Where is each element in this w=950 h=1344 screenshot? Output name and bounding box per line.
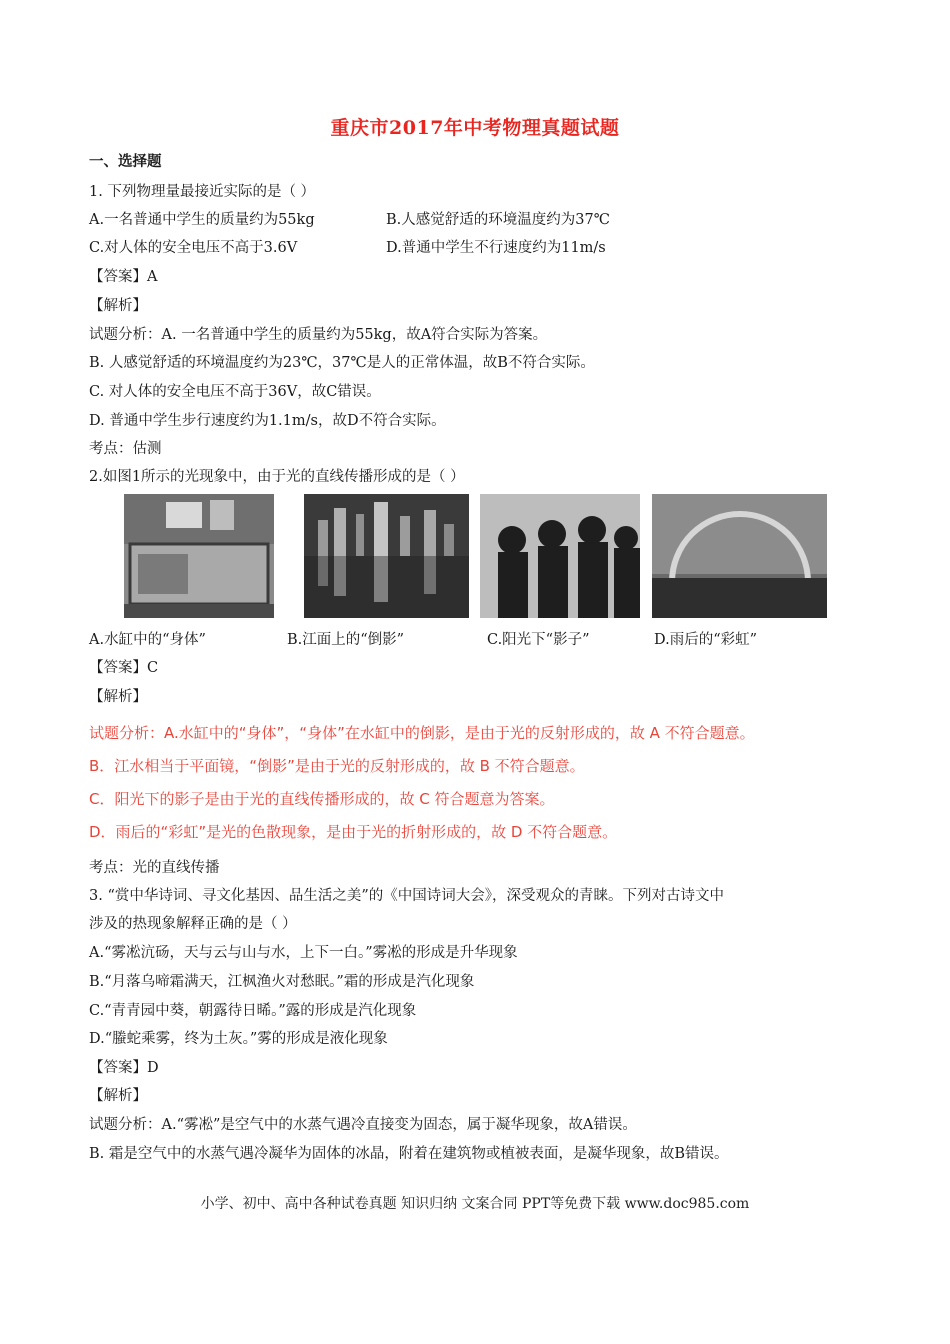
q2-option-a: A.水缸中的“身体” xyxy=(89,632,206,648)
q3-stem-line-2: 涉及的热现象解释正确的是（ ） xyxy=(89,916,297,932)
page-title: 重庆市2017年中考物理真题试题 xyxy=(330,117,620,139)
q1-analysis-c: C. 对人体的安全电压不高于36V，故C错误。 xyxy=(89,384,381,400)
q3-option-a: A.“雾凇沆砀，天与云与山与水，上下一白。”雾凇的形成是升华现象 xyxy=(89,945,518,961)
photo-rainbow xyxy=(652,494,827,618)
q3-option-b: B.“月落乌啼霜满天，江枫渔火对愁眠。”霜的形成是汽化现象 xyxy=(89,974,475,990)
q3-analysis-b: B. 霜是空气中的水蒸气遇冷凝华为固体的冰晶，附着在建筑物或植被表面，是凝华现象，故B错误。 xyxy=(89,1146,729,1162)
figure-1-photos xyxy=(124,494,827,618)
photo-fish-tank xyxy=(124,494,274,618)
q2-option-b: B.江面上的“倒影” xyxy=(287,632,405,648)
q2-option-c: C.阳光下“影子” xyxy=(487,632,590,648)
q3-stem-line-1: 3. “赏中华诗词、寻文化基因、品生活之美”的《中国诗词大会》，深受观众的青睐。下列对古诗文中 xyxy=(89,888,725,904)
q1-point: 考点：估测 xyxy=(89,441,162,457)
q2-analysis-label: 【解析】 xyxy=(89,689,147,705)
q3-option-d: D.“螣蛇乘雾，终为土灰。”雾的形成是液化现象 xyxy=(89,1031,388,1047)
q1-option-b: B.人感觉舒适的环境温度约为37℃ xyxy=(386,212,610,228)
q3-analysis-label: 【解析】 xyxy=(89,1088,147,1104)
page-footer: 小学、初中、高中各种试卷真题 知识归纳 文案合同 PPT等免费下载 www.doc985.com xyxy=(200,1196,750,1212)
q2-analysis-b: B．江水相当于平面镜，“倒影”是由于光的反射形成的，故 B 不符合题意。 xyxy=(89,757,585,775)
q1-option-a: A.一名普通中学生的质量约为55kg xyxy=(89,212,315,228)
q1-answer: 【答案】A xyxy=(89,269,158,285)
q1-option-c: C.对人体的安全电压不高于3.6V xyxy=(89,240,298,256)
q1-analysis-d: D. 普通中学生步行速度约为1.1m/s，故D不符合实际。 xyxy=(89,413,446,429)
q1-option-d: D.普通中学生不行速度约为11m/s xyxy=(386,240,606,256)
q3-answer: 【答案】D xyxy=(89,1060,159,1076)
section-heading: 一、选择题 xyxy=(89,153,162,170)
q2-option-d: D.雨后的“彩虹” xyxy=(654,632,758,648)
q3-option-c: C.“青青园中葵，朝露待日晞。”露的形成是汽化现象 xyxy=(89,1003,417,1019)
q1-stem: 1. 下列物理量最接近实际的是（ ） xyxy=(89,184,316,200)
q1-analysis-a: 试题分析：A. 一名普通中学生的质量约为55kg，故A符合实际为答案。 xyxy=(89,327,548,343)
q2-point: 考点：光的直线传播 xyxy=(89,860,220,876)
photo-river-reflection xyxy=(304,494,469,618)
q2-stem: 2.如图1所示的光现象中，由于光的直线传播形成的是（ ） xyxy=(89,469,465,485)
q3-analysis-a: 试题分析：A.“雾凇”是空气中的水蒸气遇冷直接变为固态，属于凝华现象，故A错误。 xyxy=(89,1117,637,1133)
q2-analysis-a: 试题分析：A.水缸中的“身体”，“身体”在水缸中的倒影，是由于光的反射形成的，故 A 不符合题意。 xyxy=(89,724,755,742)
q2-analysis-d: D．雨后的“彩虹”是光的色散现象，是由于光的折射形成的，故 D 不符合题意。 xyxy=(89,823,618,841)
photo-sunlight-shadows xyxy=(480,494,640,618)
q1-analysis-label: 【解析】 xyxy=(89,298,147,314)
q1-analysis-b: B. 人感觉舒适的环境温度约为23℃，37℃是人的正常体温，故B不符合实际。 xyxy=(89,355,595,371)
q2-analysis-c: C．阳光下的影子是由于光的直线传播形成的，故 C 符合题意为答案。 xyxy=(89,790,555,808)
q2-answer: 【答案】C xyxy=(89,660,159,676)
